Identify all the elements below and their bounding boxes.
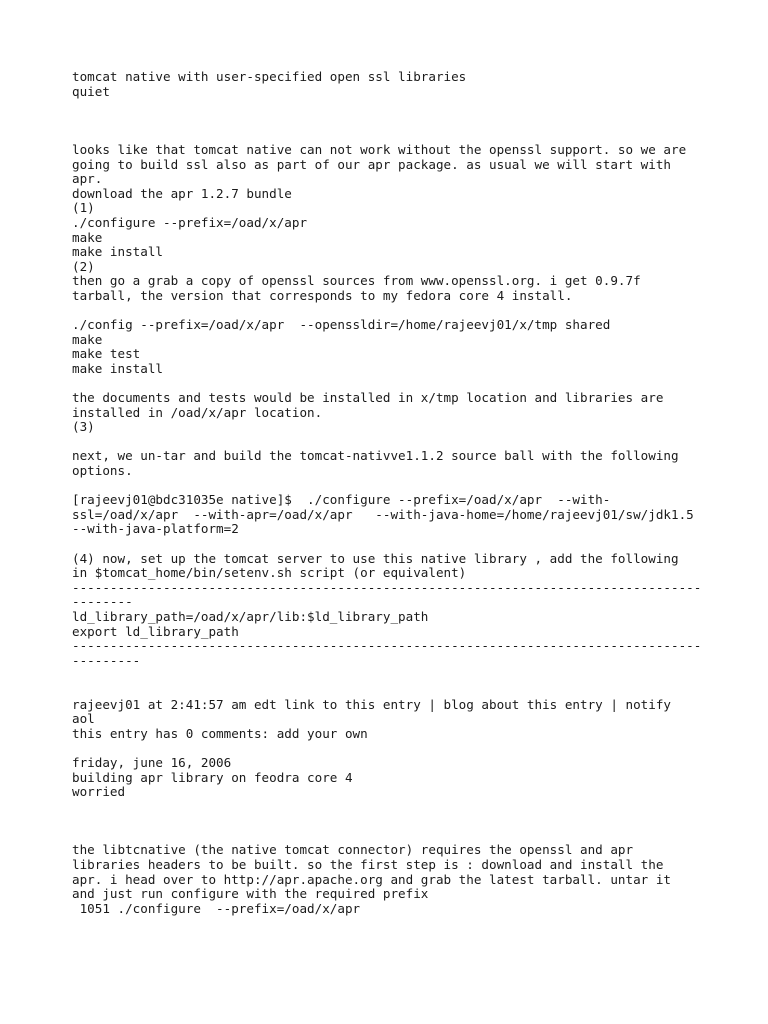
text-line: make <box>72 229 103 245</box>
text-line: --------- <box>72 652 141 668</box>
text-line: --with-java-platform=2 <box>72 521 239 537</box>
text-line: installed in /oad/x/apr location. <box>72 404 323 420</box>
blank-line <box>72 668 712 683</box>
text-line: this entry has 0 comments: add your own <box>72 725 368 741</box>
text-line: then go a grab a copy of openssl sources from www.openssl.org. i get 0.9.7f <box>72 273 641 289</box>
text-line: [rajeevj01@bdc31035e native]$ ./configure --prefix=/oad/x/apr --with- <box>72 492 611 508</box>
text-line: ./configure --prefix=/oad/x/apr <box>72 214 308 230</box>
text-line: make install <box>72 360 163 376</box>
text-line: the libtcnative (the native tomcat connector) requires the openssl and apr <box>72 842 634 858</box>
blank-line <box>72 741 712 756</box>
text-line: options. <box>72 463 133 479</box>
blank-line <box>72 800 712 815</box>
blank-line <box>72 128 712 143</box>
text-line: 1051 ./configure --prefix=/oad/x/apr <box>72 900 361 916</box>
blank-line <box>72 435 712 450</box>
text-line: ./config --prefix=/oad/x/apr --openssldir=/home/rajeevj01/x/tmp shared <box>72 317 611 333</box>
text-line: the documents and tests would be installed in x/tmp location and libraries are <box>72 390 664 406</box>
text-line: (4) now, set up the tomcat server to use this native library , add the following <box>72 550 679 566</box>
text-line: rajeevj01 at 2:41:57 am edt link to this entry | blog about this entry | notify <box>72 696 671 712</box>
text-line: -------- <box>72 594 133 610</box>
blank-line <box>72 829 712 844</box>
text-line: friday, june 16, 2006 <box>72 754 232 770</box>
text-line: tarball, the version that corresponds to my fedora core 4 install. <box>72 287 573 303</box>
blank-line <box>72 537 712 552</box>
text-line: next, we un-tar and build the tomcat-nativve1.1.2 source ball with the following <box>72 448 679 464</box>
blank-line <box>72 814 712 829</box>
text-line: ----------------------------------------------------------------------------------- <box>72 579 702 595</box>
text-line: ssl=/oad/x/apr --with-apr=/oad/x/apr --with-java-home=/home/rajeevj01/sw/jdk1.5 <box>72 506 694 522</box>
text-line: ld_library_path=/oad/x/apr/lib:$ld_library_path <box>72 608 429 624</box>
blank-line <box>72 479 712 494</box>
blank-line <box>72 683 712 698</box>
text-line: looks like that tomcat native can not work without the openssl support. so we are <box>72 141 687 157</box>
text-line: and just run configure with the required prefix <box>72 886 429 902</box>
blank-line <box>72 114 712 129</box>
text-line: building apr library on feodra core 4 <box>72 769 353 785</box>
text-line: in $tomcat_home/bin/setenv.sh script (or equivalent) <box>72 565 467 581</box>
text-line: download the apr 1.2.7 bundle <box>72 185 292 201</box>
text-line: make test <box>72 346 141 362</box>
text-line: export ld_library_path <box>72 623 239 639</box>
text-line: (3) <box>72 419 95 435</box>
text-line: make <box>72 331 103 347</box>
text-line: worried <box>72 784 126 800</box>
text-line: (2) <box>72 258 95 274</box>
blank-line <box>72 376 712 391</box>
text-line: make install <box>72 244 163 260</box>
text-line: going to build ssl also as part of our apr package. as usual we will start with <box>72 156 671 172</box>
text-line: aol <box>72 711 95 727</box>
text-line: quiet <box>72 83 110 99</box>
text-line: libraries headers to be built. so the first step is : download and install the <box>72 857 664 873</box>
text-line: apr. <box>72 171 103 187</box>
blank-line <box>72 99 712 114</box>
blank-line <box>72 304 712 319</box>
text-line: tomcat native with user-specified open ssl libraries <box>72 69 467 84</box>
text-line: (1) <box>72 200 95 216</box>
document-page <box>72 70 712 916</box>
text-line: apr. i head over to http://apr.apache.org and grab the latest tarball. untar it <box>72 871 671 887</box>
text-line: ----------------------------------------------------------------------------------- <box>72 638 702 654</box>
